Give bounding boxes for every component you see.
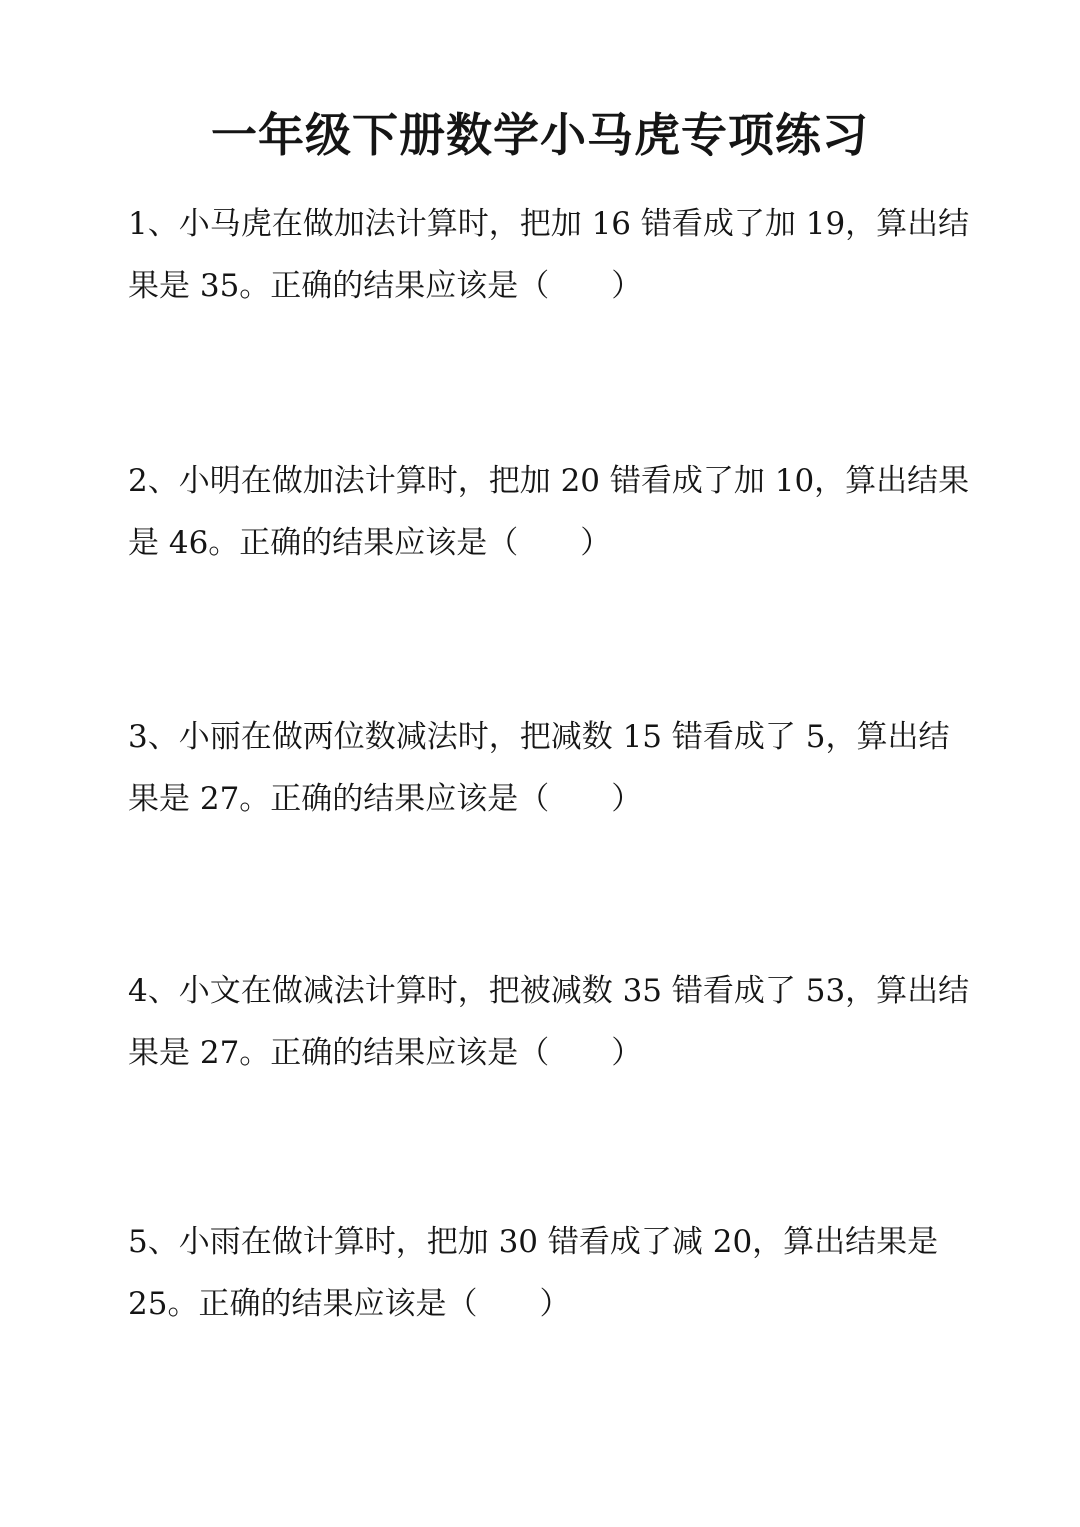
question-1 <box>128 193 978 317</box>
question-5 <box>128 1211 978 1335</box>
question-1-line-2: 果是 35。正确的结果应该是（ ） <box>128 268 643 304</box>
question-5-line-2: 25。正确的结果应该是（ ） <box>128 1286 571 1322</box>
question-4-line-1: 4、小文在做减法计算时，把被减数 35 错看成了 53，算出结 <box>128 973 970 1009</box>
question-2-line-2: 是 46。正确的结果应该是（ ） <box>128 525 612 561</box>
question-5-line-1: 5、小雨在做计算时，把加 30 错看成了减 20，算出结果是 <box>128 1224 939 1260</box>
question-3 <box>128 706 978 830</box>
question-1-line-1: 1、小马虎在做加法计算时，把加 16 错看成了加 19，算出结 <box>128 206 970 242</box>
question-3-line-2: 果是 27。正确的结果应该是（ ） <box>128 781 643 817</box>
question-2-line-1: 2、小明在做加法计算时，把加 20 错看成了加 10，算出结果 <box>128 463 970 499</box>
question-4 <box>128 960 978 1084</box>
question-2 <box>128 450 978 574</box>
worksheet-title: 一年级下册数学小马虎专项练习 <box>211 108 869 162</box>
question-4-line-2: 果是 27。正确的结果应该是（ ） <box>128 1035 643 1071</box>
question-3-line-1: 3、小丽在做两位数减法时，把减数 15 错看成了 5，算出结 <box>128 719 950 755</box>
